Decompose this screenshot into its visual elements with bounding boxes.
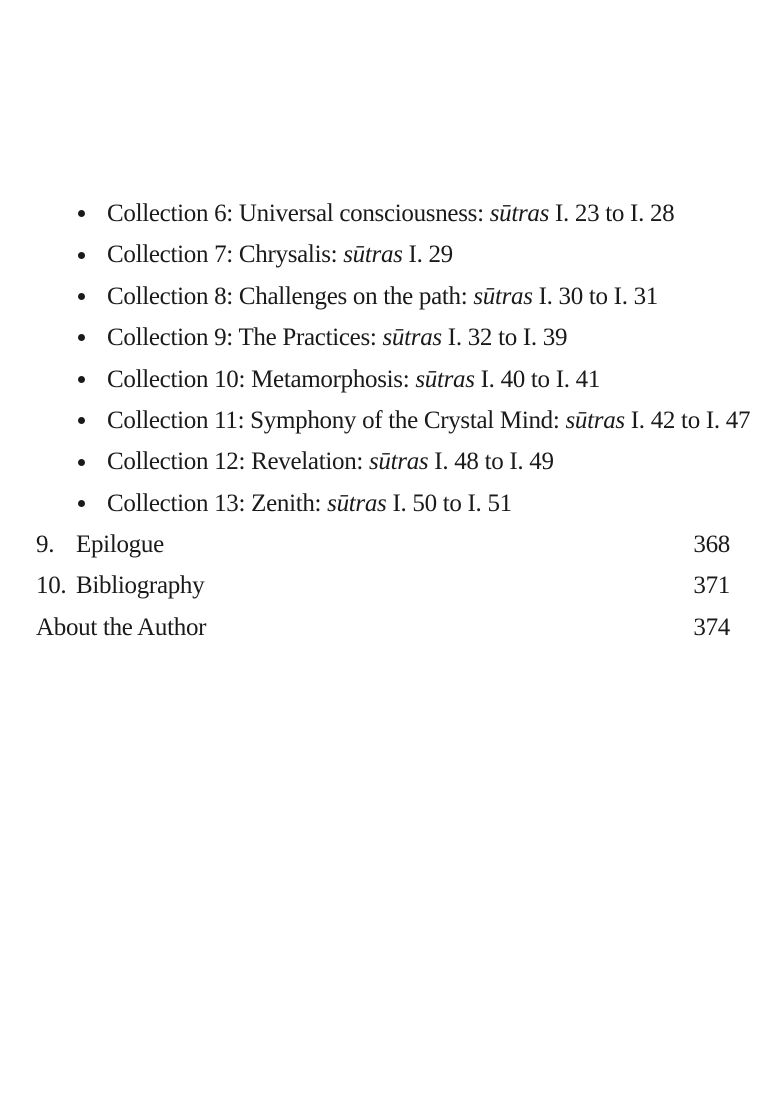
toc-row-bibliography xyxy=(36,565,730,606)
toc-row-epilogue xyxy=(36,524,730,565)
list-item xyxy=(78,193,750,234)
list-item xyxy=(78,441,750,482)
bullet-icon xyxy=(78,376,85,383)
collection-text: Collection 8: Challenges on the path: sūtras I. 30 to I. 31 xyxy=(107,282,659,310)
collection-text: Collection 12: Revelation: sūtras I. 48 to I. 49 xyxy=(107,448,554,476)
toc-page-number: 374 xyxy=(693,613,730,641)
collection-text: Collection 11: Symphony of the Crystal Mind: sūtras I. 42 to I. 47 xyxy=(107,406,751,434)
toc-title: Bibliography xyxy=(76,572,205,600)
toc-number: 10. xyxy=(36,572,67,600)
list-item xyxy=(78,317,750,358)
toc-number: 9. xyxy=(36,531,55,558)
list-item xyxy=(78,400,750,441)
bullet-icon xyxy=(78,334,85,341)
collection-text: Collection 10: Metamorphosis: sūtras I. 40 to I. 41 xyxy=(107,365,601,393)
collection-text: Collection 9: The Practices: sūtras I. 32 to I. 39 xyxy=(107,324,568,352)
toc-title: Epilogue xyxy=(76,531,164,558)
toc-title: About the Author xyxy=(36,613,207,641)
bullet-icon xyxy=(78,459,85,466)
toc-page-number: 368 xyxy=(693,531,730,558)
collection-list xyxy=(78,193,750,524)
collection-text: Collection 13: Zenith: sūtras I. 50 to I. 51 xyxy=(107,489,512,517)
bullet-icon xyxy=(78,417,85,424)
bullet-icon xyxy=(78,500,85,507)
toc-row-about-author xyxy=(36,607,730,648)
bullet-icon xyxy=(78,210,85,217)
bullet-icon xyxy=(78,252,85,259)
toc-page-number: 371 xyxy=(693,572,730,600)
list-item xyxy=(78,276,750,317)
list-item xyxy=(78,483,750,524)
collection-text: Collection 7: Chrysalis: sūtras I. 29 xyxy=(107,241,453,269)
table-of-contents xyxy=(36,524,730,648)
list-item xyxy=(78,234,750,275)
collection-text: Collection 6: Universal consciousness: sūtras I. 23 to I. 28 xyxy=(107,200,675,227)
bullet-icon xyxy=(78,293,85,300)
list-item xyxy=(78,359,750,400)
